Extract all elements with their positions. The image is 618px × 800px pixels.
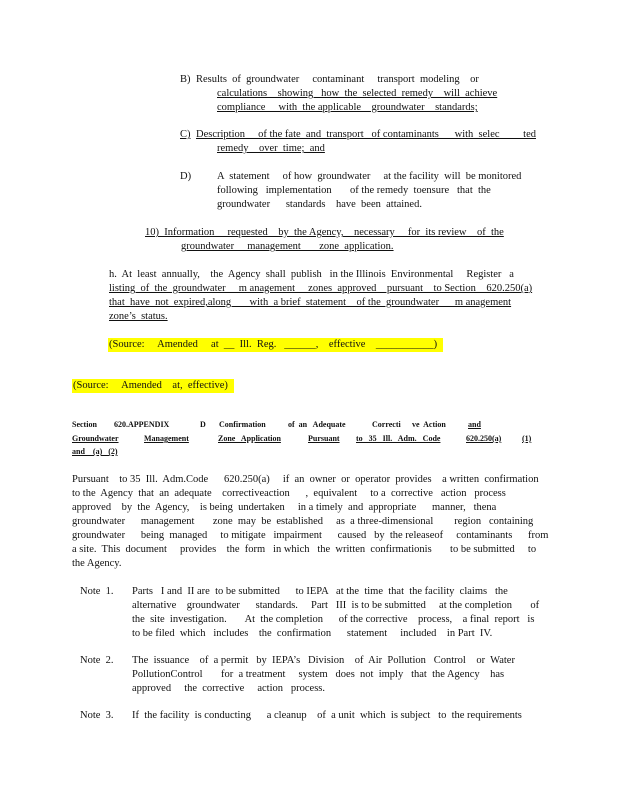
note-1-label: Note 1. — [80, 586, 114, 597]
note-2-line-1: The issuance of a permit by IEPA’s Division of Air Pollution Control or Water — [132, 655, 515, 666]
item-b-label: B) — [180, 74, 191, 85]
source-note-2-text: (Source: Amended at, effective) — [72, 379, 234, 393]
pursuant-line-6: a site. This document provides the form in which the written confirmationis to be submitted to — [72, 544, 537, 555]
section-heading-l2-b: Management — [144, 434, 189, 443]
item-c-line-2: remedy over time; and — [217, 143, 325, 154]
item-d-line-1: A statement of how groundwater at the facility will be monitored — [217, 171, 522, 182]
note-1-line-3: the site investigation. At the completion of the corrective process, a final report is — [132, 614, 535, 625]
para-h-line-2: listing of the groundwater m anagement zones approved pursuant to Section 620.250(a) — [109, 283, 533, 294]
item-b-line-1: Results of groundwater contaminant transport modeling or — [196, 74, 479, 85]
para-h-line-1: h. At least annually, the Agency shall publish in the Illinois Environmental Register a — [109, 269, 514, 280]
para-h-line-3: that have not expired,along with a brief statement of the groundwater m anagement — [109, 297, 512, 308]
item-d-label: D) — [180, 171, 192, 182]
item-10-line-1: 10) Information requested by the Agency, necessary for its review of the — [145, 227, 504, 238]
section-heading-l1-e: of an Adequate — [288, 420, 346, 429]
item-b-line-2: calculations showing how the selected remedy will achieve — [217, 88, 498, 99]
note-1-line-2: alternative groundwater standards. Part III is to be submitted at the completion of — [132, 600, 540, 611]
section-heading-l2-c: Zone Application — [218, 434, 281, 443]
section-heading-l1-h: and — [468, 420, 481, 429]
pursuant-line-3: approved by the Agency, is being undertaken in a timely and appropriate manner, thena — [72, 502, 497, 513]
section-heading-l2-f: 620.250(a) — [466, 434, 502, 443]
section-heading-l1-a: Section — [72, 420, 97, 429]
note-2-label: Note 2. — [80, 655, 114, 666]
item-10-line-2: groundwater management zone application. — [181, 241, 394, 252]
note-2-line-3: approved the corrective action process. — [132, 683, 326, 694]
source-note-2 — [72, 379, 234, 393]
item-c-line-1: Description of the fate and transport of contaminants with selec ted — [196, 129, 536, 140]
section-heading-l2-d: Pursuant — [308, 434, 340, 443]
pursuant-line-4: groundwater management zone may be established as a three-dimensional region containing — [72, 516, 534, 527]
pursuant-line-1: Pursuant to 35 Ill. Adm.Code 620.250(a) if an owner or operator provides a written confirmation — [72, 474, 539, 485]
section-heading-l1-c: D — [200, 420, 206, 429]
note-3-label: Note 3. — [80, 710, 114, 721]
para-h-line-4: zone’s status. — [109, 311, 168, 322]
section-heading-l2-g: (1) — [522, 434, 532, 443]
note-1-line-4: to be filed which includes the confirmation statement included in Part IV. — [132, 628, 493, 639]
item-d-line-2: following implementation of the remedy toensure that the — [217, 185, 491, 196]
section-heading-l1-g: ve Action — [412, 420, 446, 429]
source-note-1 — [108, 338, 443, 352]
note-2-line-2: PollutionControl for a treatment system does not imply that the Agency has — [132, 669, 505, 680]
item-d-line-3: groundwater standards have been attained. — [217, 199, 422, 210]
pursuant-line-2: to the Agency that an adequate correctiveaction , equivalent to a corrective action process — [72, 488, 506, 499]
section-heading-l3: and (a) (2) — [72, 447, 118, 456]
item-c-label: C) — [180, 129, 191, 140]
pursuant-line-7: the Agency. — [72, 558, 122, 569]
pursuant-line-5: groundwater being managed to mitigate impairment caused by the releaseof contaminants from — [72, 530, 549, 541]
section-heading-l1-d: Confirmation — [219, 420, 266, 429]
section-heading-l2-e: to 35 Ill. Adm. Code — [356, 434, 441, 443]
note-3-line-1: If the facility is conducting a cleanup of a unit which is subject to the requirements — [132, 710, 522, 721]
note-1-line-1: Parts I and II are to be submitted to IEPA at the time that the facility claims the — [132, 586, 508, 597]
section-heading-l2-a: Groundwater — [72, 434, 119, 443]
section-heading-l1-b: 620.APPENDIX — [114, 420, 170, 429]
source-note-1-text: (Source: Amended at __ Ill. Reg. ______, effective ___________) — [108, 338, 443, 352]
section-heading-l1-f: Correcti — [372, 420, 401, 429]
item-b-line-3: compliance with the applicable groundwater standards; — [217, 102, 478, 113]
